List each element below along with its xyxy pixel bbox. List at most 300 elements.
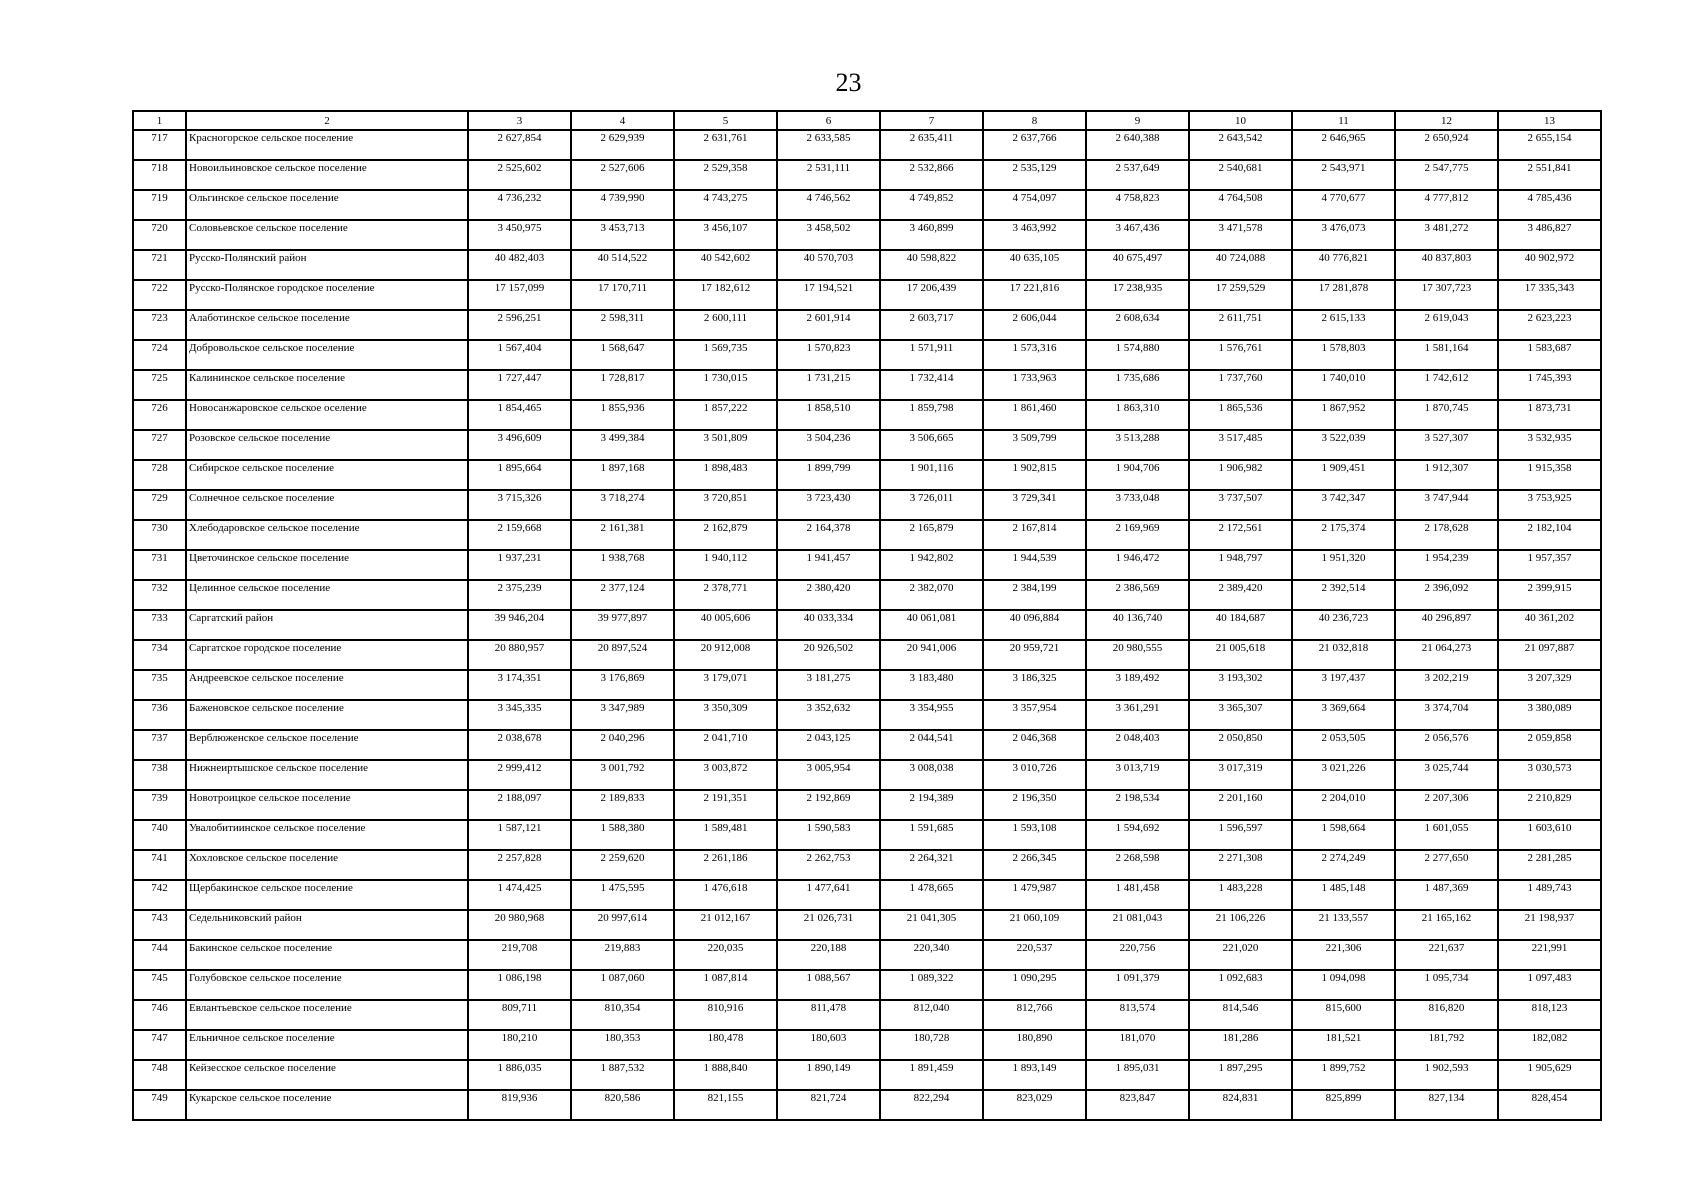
value-cell: 1 740,010	[1292, 370, 1395, 400]
value-cell: 1 902,593	[1395, 1060, 1498, 1090]
value-cell: 2 537,649	[1086, 160, 1189, 190]
value-cell: 3 723,430	[777, 490, 880, 520]
row-number-cell: 718	[133, 160, 186, 190]
value-cell: 2 204,010	[1292, 790, 1395, 820]
value-cell: 1 571,911	[880, 340, 983, 370]
value-cell: 1 938,768	[571, 550, 674, 580]
value-cell: 2 601,914	[777, 310, 880, 340]
settlement-name-cell: Увалобитиинское сельское поселение	[186, 820, 468, 850]
value-cell: 40 902,972	[1498, 250, 1601, 280]
value-cell: 2 053,505	[1292, 730, 1395, 760]
value-cell: 3 460,899	[880, 220, 983, 250]
table-row	[133, 580, 1601, 610]
value-cell: 1 574,880	[1086, 340, 1189, 370]
row-number-cell: 728	[133, 460, 186, 490]
settlement-name-cell: Добровольское сельское поселение	[186, 340, 468, 370]
settlement-name-cell: Саргатское городское поселение	[186, 640, 468, 670]
value-cell: 3 202,219	[1395, 670, 1498, 700]
value-cell: 3 527,307	[1395, 430, 1498, 460]
value-cell: 1 594,692	[1086, 820, 1189, 850]
value-cell: 3 193,302	[1189, 670, 1292, 700]
table-row	[133, 400, 1601, 430]
value-cell: 1 087,060	[571, 970, 674, 1000]
row-number-cell: 720	[133, 220, 186, 250]
value-cell: 3 176,869	[571, 670, 674, 700]
settlement-name-cell: Русско-Полянское городское поселение	[186, 280, 468, 310]
value-cell: 21 041,305	[880, 910, 983, 940]
table-row	[133, 160, 1601, 190]
value-cell: 2 633,585	[777, 130, 880, 160]
value-cell: 2 540,681	[1189, 160, 1292, 190]
value-cell: 2 059,858	[1498, 730, 1601, 760]
value-cell: 17 170,711	[571, 280, 674, 310]
value-cell: 1 728,817	[571, 370, 674, 400]
value-cell: 813,574	[1086, 1000, 1189, 1030]
value-cell: 1 898,483	[674, 460, 777, 490]
value-cell: 1 569,735	[674, 340, 777, 370]
row-number-cell: 724	[133, 340, 186, 370]
value-cell: 2 627,854	[468, 130, 571, 160]
value-cell: 3 747,944	[1395, 490, 1498, 520]
value-cell: 3 001,792	[571, 760, 674, 790]
value-cell: 2 547,775	[1395, 160, 1498, 190]
value-cell: 2 999,412	[468, 760, 571, 790]
value-cell: 2 529,358	[674, 160, 777, 190]
settlement-name-cell: Саргатский район	[186, 610, 468, 640]
settlement-name-cell: Целинное сельское поселение	[186, 580, 468, 610]
value-cell: 2 551,841	[1498, 160, 1601, 190]
value-cell: 1 097,483	[1498, 970, 1601, 1000]
value-cell: 1 870,745	[1395, 400, 1498, 430]
value-cell: 4 739,990	[571, 190, 674, 220]
settlement-name-cell: Соловьевское сельское поселение	[186, 220, 468, 250]
value-cell: 4 777,812	[1395, 190, 1498, 220]
value-cell: 816,820	[1395, 1000, 1498, 1030]
value-cell: 21 012,167	[674, 910, 777, 940]
value-cell: 181,792	[1395, 1030, 1498, 1060]
value-cell: 2 191,351	[674, 790, 777, 820]
value-cell: 2 611,751	[1189, 310, 1292, 340]
value-cell: 2 635,411	[880, 130, 983, 160]
row-number-cell: 735	[133, 670, 186, 700]
row-number-cell: 730	[133, 520, 186, 550]
value-cell: 1 912,307	[1395, 460, 1498, 490]
value-cell: 1 091,379	[1086, 970, 1189, 1000]
table-row	[133, 220, 1601, 250]
value-cell: 2 631,761	[674, 130, 777, 160]
value-cell: 2 623,223	[1498, 310, 1601, 340]
value-cell: 3 361,291	[1086, 700, 1189, 730]
settlement-name-cell: Розовское сельское поселение	[186, 430, 468, 460]
value-cell: 4 770,677	[1292, 190, 1395, 220]
value-cell: 3 369,664	[1292, 700, 1395, 730]
row-number-cell: 749	[133, 1090, 186, 1120]
value-cell: 3 186,325	[983, 670, 1086, 700]
settlement-name-cell: Русско-Полянский район	[186, 250, 468, 280]
value-cell: 2 038,678	[468, 730, 571, 760]
value-cell: 2 382,070	[880, 580, 983, 610]
value-cell: 219,708	[468, 940, 571, 970]
table-header-row	[133, 111, 1601, 130]
table-row	[133, 760, 1601, 790]
value-cell: 3 737,507	[1189, 490, 1292, 520]
value-cell: 2 198,534	[1086, 790, 1189, 820]
value-cell: 2 192,869	[777, 790, 880, 820]
value-cell: 40 570,703	[777, 250, 880, 280]
value-cell: 2 196,350	[983, 790, 1086, 820]
value-cell: 1 733,963	[983, 370, 1086, 400]
value-cell: 3 345,335	[468, 700, 571, 730]
value-cell: 20 980,555	[1086, 640, 1189, 670]
value-cell: 221,020	[1189, 940, 1292, 970]
value-cell: 1 890,149	[777, 1060, 880, 1090]
value-cell: 824,831	[1189, 1090, 1292, 1120]
column-header: 8	[983, 111, 1086, 130]
data-table	[132, 110, 1602, 1121]
value-cell: 2 384,199	[983, 580, 1086, 610]
value-cell: 40 296,897	[1395, 610, 1498, 640]
value-cell: 1 865,536	[1189, 400, 1292, 430]
value-cell: 180,478	[674, 1030, 777, 1060]
row-number-cell: 719	[133, 190, 186, 220]
value-cell: 3 010,726	[983, 760, 1086, 790]
column-header: 4	[571, 111, 674, 130]
settlement-name-cell: Андреевское сельское поселение	[186, 670, 468, 700]
table-row	[133, 370, 1601, 400]
row-number-cell: 745	[133, 970, 186, 1000]
table-row	[133, 910, 1601, 940]
value-cell: 17 206,439	[880, 280, 983, 310]
row-number-cell: 717	[133, 130, 186, 160]
value-cell: 20 941,006	[880, 640, 983, 670]
value-cell: 1 090,295	[983, 970, 1086, 1000]
value-cell: 40 096,884	[983, 610, 1086, 640]
settlement-name-cell: Евлантьевское сельское поселение	[186, 1000, 468, 1030]
value-cell: 17 157,099	[468, 280, 571, 310]
value-cell: 3 729,341	[983, 490, 1086, 520]
value-cell: 181,521	[1292, 1030, 1395, 1060]
table-row	[133, 460, 1601, 490]
value-cell: 3 021,226	[1292, 760, 1395, 790]
value-cell: 40 724,088	[1189, 250, 1292, 280]
value-cell: 2 531,111	[777, 160, 880, 190]
value-cell: 17 259,529	[1189, 280, 1292, 310]
value-cell: 1 888,840	[674, 1060, 777, 1090]
table-row	[133, 340, 1601, 370]
table-row	[133, 1090, 1601, 1120]
value-cell: 2 259,620	[571, 850, 674, 880]
value-cell: 2 159,668	[468, 520, 571, 550]
settlement-name-cell: Ельничное сельское поселение	[186, 1030, 468, 1060]
value-cell: 2 189,833	[571, 790, 674, 820]
value-cell: 2 598,311	[571, 310, 674, 340]
value-cell: 40 675,497	[1086, 250, 1189, 280]
value-cell: 1 857,222	[674, 400, 777, 430]
value-cell: 2 046,368	[983, 730, 1086, 760]
value-cell: 2 643,542	[1189, 130, 1292, 160]
value-cell: 4 736,232	[468, 190, 571, 220]
value-cell: 1 478,665	[880, 880, 983, 910]
value-cell: 3 742,347	[1292, 490, 1395, 520]
value-cell: 2 389,420	[1189, 580, 1292, 610]
value-cell: 2 210,829	[1498, 790, 1601, 820]
value-cell: 820,586	[571, 1090, 674, 1120]
settlement-name-cell: Баженовское сельское поселение	[186, 700, 468, 730]
value-cell: 1 895,664	[468, 460, 571, 490]
row-number-cell: 727	[133, 430, 186, 460]
row-number-cell: 741	[133, 850, 186, 880]
value-cell: 3 197,437	[1292, 670, 1395, 700]
value-cell: 2 392,514	[1292, 580, 1395, 610]
value-cell: 2 165,879	[880, 520, 983, 550]
value-cell: 40 061,081	[880, 610, 983, 640]
table-row	[133, 670, 1601, 700]
value-cell: 3 025,744	[1395, 760, 1498, 790]
value-cell: 3 726,011	[880, 490, 983, 520]
value-cell: 1 596,597	[1189, 820, 1292, 850]
value-cell: 810,916	[674, 1000, 777, 1030]
value-cell: 3 354,955	[880, 700, 983, 730]
value-cell: 3 733,048	[1086, 490, 1189, 520]
row-number-cell: 734	[133, 640, 186, 670]
row-number-cell: 733	[133, 610, 186, 640]
value-cell: 1 086,198	[468, 970, 571, 1000]
value-cell: 1 873,731	[1498, 400, 1601, 430]
value-cell: 220,756	[1086, 940, 1189, 970]
value-cell: 40 514,522	[571, 250, 674, 280]
value-cell: 40 598,822	[880, 250, 983, 280]
row-number-cell: 729	[133, 490, 186, 520]
value-cell: 1 089,322	[880, 970, 983, 1000]
value-cell: 2 606,044	[983, 310, 1086, 340]
value-cell: 3 005,954	[777, 760, 880, 790]
value-cell: 1 590,583	[777, 820, 880, 850]
value-cell: 20 912,008	[674, 640, 777, 670]
value-cell: 17 238,935	[1086, 280, 1189, 310]
value-cell: 182,082	[1498, 1030, 1601, 1060]
value-cell: 3 174,351	[468, 670, 571, 700]
table-row	[133, 520, 1601, 550]
value-cell: 1 904,706	[1086, 460, 1189, 490]
value-cell: 1 897,295	[1189, 1060, 1292, 1090]
column-header: 11	[1292, 111, 1395, 130]
value-cell: 4 743,275	[674, 190, 777, 220]
column-header: 10	[1189, 111, 1292, 130]
settlement-name-cell: Ольгинское сельское поселение	[186, 190, 468, 220]
value-cell: 1 854,465	[468, 400, 571, 430]
value-cell: 811,478	[777, 1000, 880, 1030]
table-row	[133, 940, 1601, 970]
value-cell: 2 201,160	[1189, 790, 1292, 820]
value-cell: 3 496,609	[468, 430, 571, 460]
value-cell: 3 347,989	[571, 700, 674, 730]
row-number-cell: 732	[133, 580, 186, 610]
settlement-name-cell: Новосанжаровское сельское оселение	[186, 400, 468, 430]
value-cell: 20 959,721	[983, 640, 1086, 670]
value-cell: 180,890	[983, 1030, 1086, 1060]
row-number-cell: 746	[133, 1000, 186, 1030]
value-cell: 3 486,827	[1498, 220, 1601, 250]
value-cell: 21 081,043	[1086, 910, 1189, 940]
value-cell: 40 184,687	[1189, 610, 1292, 640]
value-cell: 1 576,761	[1189, 340, 1292, 370]
value-cell: 2 281,285	[1498, 850, 1601, 880]
table-row	[133, 790, 1601, 820]
value-cell: 828,454	[1498, 1090, 1601, 1120]
column-header: 5	[674, 111, 777, 130]
value-cell: 220,188	[777, 940, 880, 970]
value-cell: 1 094,098	[1292, 970, 1395, 1000]
value-cell: 1 891,459	[880, 1060, 983, 1090]
settlement-name-cell: Новоильиновское сельское поселение	[186, 160, 468, 190]
value-cell: 180,603	[777, 1030, 880, 1060]
value-cell: 2 525,602	[468, 160, 571, 190]
value-cell: 812,040	[880, 1000, 983, 1030]
value-cell: 4 764,508	[1189, 190, 1292, 220]
table-row	[133, 490, 1601, 520]
value-cell: 1 940,112	[674, 550, 777, 580]
table-row	[133, 1060, 1601, 1090]
value-cell: 1 730,015	[674, 370, 777, 400]
value-cell: 1 899,752	[1292, 1060, 1395, 1090]
row-number-cell: 736	[133, 700, 186, 730]
row-number-cell: 722	[133, 280, 186, 310]
row-number-cell: 744	[133, 940, 186, 970]
value-cell: 1 742,612	[1395, 370, 1498, 400]
value-cell: 1 092,683	[1189, 970, 1292, 1000]
value-cell: 2 615,133	[1292, 310, 1395, 340]
settlement-name-cell: Кукарское сельское поселение	[186, 1090, 468, 1120]
value-cell: 17 307,723	[1395, 280, 1498, 310]
table-row	[133, 610, 1601, 640]
value-cell: 3 522,039	[1292, 430, 1395, 460]
value-cell: 2 161,381	[571, 520, 674, 550]
value-cell: 2 655,154	[1498, 130, 1601, 160]
value-cell: 2 266,345	[983, 850, 1086, 880]
value-cell: 180,353	[571, 1030, 674, 1060]
row-number-cell: 726	[133, 400, 186, 430]
value-cell: 823,029	[983, 1090, 1086, 1120]
column-header: 1	[133, 111, 186, 130]
value-cell: 2 396,092	[1395, 580, 1498, 610]
settlement-name-cell: Верблюженское сельское поселение	[186, 730, 468, 760]
value-cell: 1 483,228	[1189, 880, 1292, 910]
table-row	[133, 280, 1601, 310]
value-cell: 1 087,814	[674, 970, 777, 1000]
value-cell: 2 048,403	[1086, 730, 1189, 760]
value-cell: 3 458,502	[777, 220, 880, 250]
value-cell: 1 588,380	[571, 820, 674, 850]
value-cell: 221,306	[1292, 940, 1395, 970]
value-cell: 822,294	[880, 1090, 983, 1120]
value-cell: 3 532,935	[1498, 430, 1601, 460]
settlement-name-cell: Бакинское сельское поселение	[186, 940, 468, 970]
value-cell: 3 365,307	[1189, 700, 1292, 730]
value-cell: 2 600,111	[674, 310, 777, 340]
value-cell: 3 374,704	[1395, 700, 1498, 730]
value-cell: 2 056,576	[1395, 730, 1498, 760]
table-row	[133, 730, 1601, 760]
value-cell: 2 264,321	[880, 850, 983, 880]
value-cell: 2 178,628	[1395, 520, 1498, 550]
value-cell: 3 501,809	[674, 430, 777, 460]
value-cell: 1 477,641	[777, 880, 880, 910]
value-cell: 2 596,251	[468, 310, 571, 340]
value-cell: 2 162,879	[674, 520, 777, 550]
value-cell: 21 165,162	[1395, 910, 1498, 940]
value-cell: 3 506,665	[880, 430, 983, 460]
value-cell: 220,340	[880, 940, 983, 970]
settlement-name-cell: Хлебодаровское сельское поселение	[186, 520, 468, 550]
value-cell: 2 164,378	[777, 520, 880, 550]
column-header: 2	[186, 111, 468, 130]
value-cell: 827,134	[1395, 1090, 1498, 1120]
value-cell: 2 608,634	[1086, 310, 1189, 340]
value-cell: 1 887,532	[571, 1060, 674, 1090]
value-cell: 2 268,598	[1086, 850, 1189, 880]
value-cell: 1 573,316	[983, 340, 1086, 370]
row-number-cell: 747	[133, 1030, 186, 1060]
page-number: 23	[835, 68, 862, 97]
value-cell: 21 005,618	[1189, 640, 1292, 670]
value-cell: 818,123	[1498, 1000, 1601, 1030]
value-cell: 1 095,734	[1395, 970, 1498, 1000]
value-cell: 2 257,828	[468, 850, 571, 880]
value-cell: 3 463,992	[983, 220, 1086, 250]
value-cell: 1 735,686	[1086, 370, 1189, 400]
settlement-name-cell: Нижнеиртышское сельское поселение	[186, 760, 468, 790]
value-cell: 3 513,288	[1086, 430, 1189, 460]
value-cell: 40 005,606	[674, 610, 777, 640]
value-cell: 3 715,326	[468, 490, 571, 520]
value-cell: 1 745,393	[1498, 370, 1601, 400]
value-cell: 21 133,557	[1292, 910, 1395, 940]
value-cell: 3 181,275	[777, 670, 880, 700]
value-cell: 180,728	[880, 1030, 983, 1060]
value-cell: 3 720,851	[674, 490, 777, 520]
row-number-cell: 743	[133, 910, 186, 940]
value-cell: 1 727,447	[468, 370, 571, 400]
value-cell: 821,724	[777, 1090, 880, 1120]
value-cell: 1 863,310	[1086, 400, 1189, 430]
value-cell: 181,070	[1086, 1030, 1189, 1060]
row-number-cell: 723	[133, 310, 186, 340]
value-cell: 1 476,618	[674, 880, 777, 910]
value-cell: 2 277,650	[1395, 850, 1498, 880]
value-cell: 3 350,309	[674, 700, 777, 730]
value-cell: 2 050,850	[1189, 730, 1292, 760]
value-cell: 3 481,272	[1395, 220, 1498, 250]
column-header: 6	[777, 111, 880, 130]
value-cell: 40 236,723	[1292, 610, 1395, 640]
value-cell: 1 568,647	[571, 340, 674, 370]
settlement-name-cell: Цветочинское сельское поселение	[186, 550, 468, 580]
settlement-name-cell: Алаботинское сельское поселение	[186, 310, 468, 340]
value-cell: 2 629,939	[571, 130, 674, 160]
value-cell: 3 517,485	[1189, 430, 1292, 460]
value-cell: 815,600	[1292, 1000, 1395, 1030]
value-cell: 1 601,055	[1395, 820, 1498, 850]
value-cell: 1 886,035	[468, 1060, 571, 1090]
value-cell: 4 754,097	[983, 190, 1086, 220]
value-cell: 2 380,420	[777, 580, 880, 610]
table-row	[133, 190, 1601, 220]
table-row	[133, 250, 1601, 280]
value-cell: 20 997,614	[571, 910, 674, 940]
value-cell: 825,899	[1292, 1090, 1395, 1120]
table-row	[133, 1000, 1601, 1030]
value-cell: 1 567,404	[468, 340, 571, 370]
